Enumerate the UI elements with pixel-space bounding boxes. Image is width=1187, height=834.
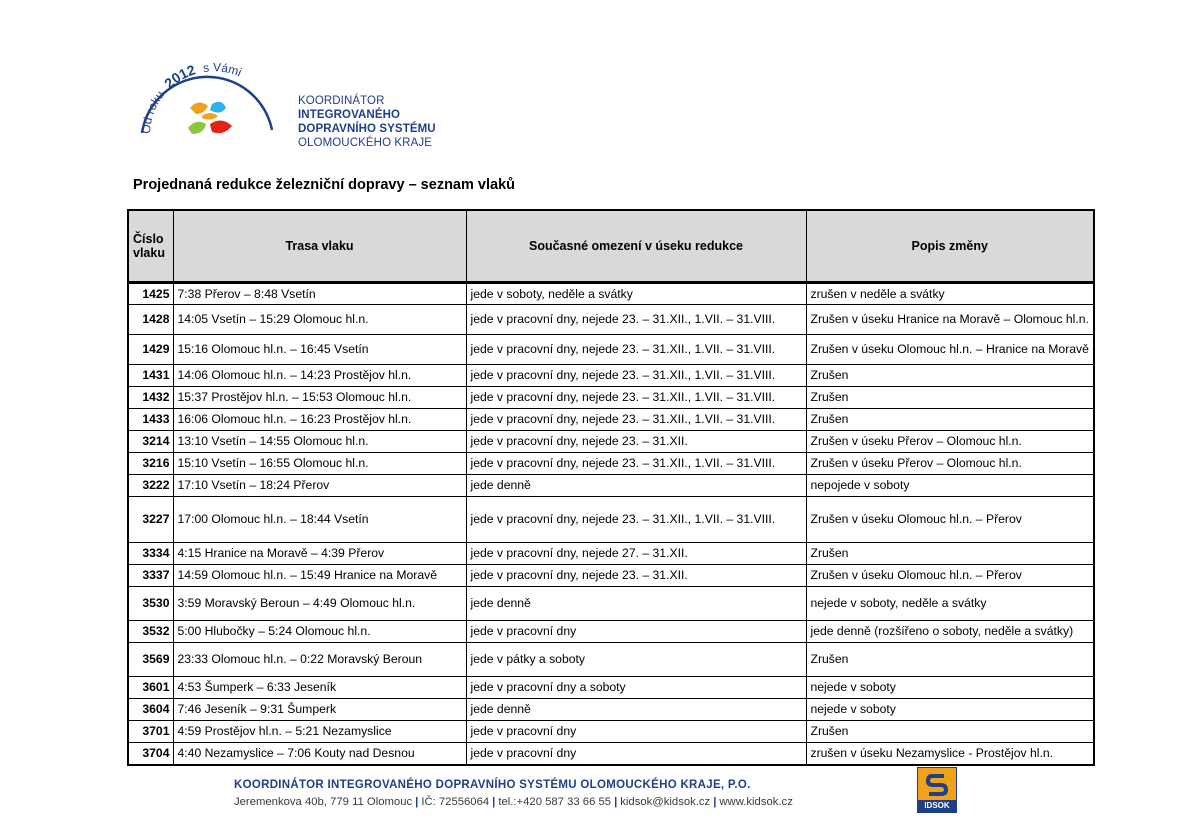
train-route: 4:53 Šumperk – 6:33 Jeseník: [173, 677, 466, 699]
change-description: nejede v soboty: [806, 677, 1094, 699]
train-restriction: jede v pracovní dny, nejede 23. – 31.XII.: [466, 431, 806, 453]
footer-separator: |: [614, 796, 618, 808]
train-number: 3530: [128, 587, 173, 621]
table-row: [128, 677, 1094, 699]
logo-arc-text-1: Od roku: [138, 88, 167, 135]
train-number: 1425: [128, 283, 173, 305]
emblem-cyan-shape: [210, 102, 226, 113]
idsok-badge-label: IDSOK: [918, 800, 956, 812]
header-description: Popis změny: [806, 210, 1094, 283]
change-description: nejede v soboty, neděle a svátky: [806, 587, 1094, 621]
table-row: [128, 365, 1094, 387]
train-restriction: jede v pracovní dny, nejede 23. – 31.XII., 1.VII. – 31.VIII.: [466, 335, 806, 365]
train-restriction: jede v soboty, neděle a svátky: [466, 283, 806, 305]
train-restriction: jede v pátky a soboty: [466, 643, 806, 677]
train-list-table: [127, 209, 1095, 766]
idsok-logo-badge: [917, 767, 957, 813]
train-route: 17:00 Olomouc hl.n. – 18:44 Vsetín: [173, 497, 466, 543]
train-number: 3216: [128, 453, 173, 475]
train-number: 3334: [128, 543, 173, 565]
logo-arc-emblem: [138, 58, 298, 158]
train-number: 3704: [128, 743, 173, 765]
train-number: 1429: [128, 335, 173, 365]
train-number: 1432: [128, 387, 173, 409]
table-row: [128, 721, 1094, 743]
footer-web[interactable]: www.kidsok.cz: [719, 796, 793, 808]
footer-contact: [234, 796, 793, 808]
train-route: 7:38 Přerov – 8:48 Vsetín: [173, 283, 466, 305]
change-description: Zrušen v úseku Přerov – Olomouc hl.n.: [806, 453, 1094, 475]
emblem-green-shape: [188, 122, 206, 134]
change-description: jede denně (rozšířeno o soboty, neděle a svátky): [806, 621, 1094, 643]
train-route: 15:37 Prostějov hl.n. – 15:53 Olomouc hl.n.: [173, 387, 466, 409]
logo-arc-year: 2012: [161, 61, 198, 92]
change-description: Zrušen: [806, 387, 1094, 409]
table-header-row: [128, 210, 1094, 283]
change-description: Zrušen v úseku Hranice na Moravě – Olomouc hl.n.: [806, 305, 1094, 335]
table-row: [128, 643, 1094, 677]
change-description: Zrušen: [806, 543, 1094, 565]
table-row: [128, 587, 1094, 621]
logo: [138, 58, 438, 158]
train-restriction: jede denně: [466, 587, 806, 621]
train-route: 14:06 Olomouc hl.n. – 14:23 Prostějov hl.n.: [173, 365, 466, 387]
train-route: 14:05 Vsetín – 15:29 Olomouc hl.n.: [173, 305, 466, 335]
table-row: [128, 475, 1094, 497]
header-restriction: Současné omezení v úseku redukce: [466, 210, 806, 283]
train-restriction: jede v pracovní dny, nejede 23. – 31.XII., 1.VII. – 31.VIII.: [466, 387, 806, 409]
table-row: [128, 743, 1094, 765]
footer-separator: |: [415, 796, 419, 808]
change-description: nejede v soboty: [806, 699, 1094, 721]
train-restriction: jede v pracovní dny: [466, 621, 806, 643]
emblem-red-shape: [210, 120, 232, 133]
train-restriction: jede v pracovní dny: [466, 743, 806, 765]
footer-email[interactable]: kidsok@kidsok.cz: [620, 796, 711, 808]
train-number: 3222: [128, 475, 173, 497]
change-description: Zrušen v úseku Olomouc hl.n. – Hranice na Moravě: [806, 335, 1094, 365]
change-description: Zrušen v úseku Olomouc hl.n. – Přerov: [806, 497, 1094, 543]
table-row: [128, 409, 1094, 431]
footer-phone: tel.:+420 587 33 66 55: [498, 796, 612, 808]
train-number: 3337: [128, 565, 173, 587]
header-train-number: [128, 210, 173, 283]
train-restriction: jede v pracovní dny a soboty: [466, 677, 806, 699]
change-description: zrušen v neděle a svátky: [806, 283, 1094, 305]
org-line-4: OLOMOUCKÉHO KRAJE: [298, 137, 432, 149]
emblem-orange-shape: [190, 102, 208, 114]
train-restriction: jede v pracovní dny, nejede 23. – 31.XII., 1.VII. – 31.VIII.: [466, 409, 806, 431]
train-number: 3227: [128, 497, 173, 543]
change-description: Zrušen: [806, 409, 1094, 431]
train-number: 1433: [128, 409, 173, 431]
train-route: 5:00 Hlubočky – 5:24 Olomouc hl.n.: [173, 621, 466, 643]
org-line-1: KOORDINÁTOR: [298, 95, 385, 107]
train-number: 3601: [128, 677, 173, 699]
train-restriction: jede v pracovní dny: [466, 721, 806, 743]
train-route: 13:10 Vsetín – 14:55 Olomouc hl.n.: [173, 431, 466, 453]
table-row: [128, 283, 1094, 305]
footer-separator: |: [492, 796, 496, 808]
train-route: 4:40 Nezamyslice – 7:06 Kouty nad Desnou: [173, 743, 466, 765]
train-restriction: jede v pracovní dny, nejede 23. – 31.XII., 1.VII. – 31.VIII.: [466, 497, 806, 543]
table-row: [128, 335, 1094, 365]
change-description: Zrušen v úseku Olomouc hl.n. – Přerov: [806, 565, 1094, 587]
train-route: 17:10 Vsetín – 18:24 Přerov: [173, 475, 466, 497]
train-route: 4:15 Hranice na Moravě – 4:39 Přerov: [173, 543, 466, 565]
train-route: 15:10 Vsetín – 16:55 Olomouc hl.n.: [173, 453, 466, 475]
train-restriction: jede denně: [466, 475, 806, 497]
table-row: [128, 453, 1094, 475]
train-restriction: jede v pracovní dny, nejede 23. – 31.XII.: [466, 565, 806, 587]
train-number: 3532: [128, 621, 173, 643]
logo-arc-text-2: s Vámi: [202, 60, 244, 80]
footer-title: KOORDINÁTOR INTEGROVANÉHO DOPRAVNÍHO SYSTÉMU OLOMOUCKÉHO KRAJE, P.O.: [234, 779, 751, 791]
emblem-center-shape: [202, 113, 218, 120]
header-number-line-1: Číslo: [133, 232, 164, 246]
train-route: 3:59 Moravský Beroun – 4:49 Olomouc hl.n.: [173, 587, 466, 621]
change-description: nepojede v soboty: [806, 475, 1094, 497]
table-row: [128, 387, 1094, 409]
change-description: Zrušen v úseku Přerov – Olomouc hl.n.: [806, 431, 1094, 453]
header-route: Trasa vlaku: [173, 210, 466, 283]
table-row: [128, 431, 1094, 453]
train-number: 3569: [128, 643, 173, 677]
footer-ico: IČ: 72556064: [421, 796, 490, 808]
train-number: 1428: [128, 305, 173, 335]
table-body: [128, 283, 1094, 765]
org-line-2: INTEGROVANÉHO: [298, 109, 401, 121]
change-description: Zrušen: [806, 643, 1094, 677]
train-route: 7:46 Jeseník – 9:31 Šumperk: [173, 699, 466, 721]
table-row: [128, 497, 1094, 543]
train-number: 3214: [128, 431, 173, 453]
footer-separator: |: [713, 796, 717, 808]
table-row: [128, 543, 1094, 565]
train-number: 3604: [128, 699, 173, 721]
train-restriction: jede v pracovní dny, nejede 23. – 31.XII., 1.VII. – 31.VIII.: [466, 365, 806, 387]
train-number: 1431: [128, 365, 173, 387]
train-route: 4:59 Prostějov hl.n. – 5:21 Nezamyslice: [173, 721, 466, 743]
train-restriction: jede v pracovní dny, nejede 27. – 31.XII.: [466, 543, 806, 565]
train-restriction: jede denně: [466, 699, 806, 721]
change-description: zrušen v úseku Nezamyslice - Prostějov hl.n.: [806, 743, 1094, 765]
document-heading: Projednaná redukce železniční dopravy – seznam vlaků: [133, 177, 515, 193]
train-restriction: jede v pracovní dny, nejede 23. – 31.XII., 1.VII. – 31.VIII.: [466, 453, 806, 475]
train-restriction: jede v pracovní dny, nejede 23. – 31.XII., 1.VII. – 31.VIII.: [466, 305, 806, 335]
footer: [234, 779, 793, 808]
table-row: [128, 699, 1094, 721]
org-line-3: DOPRAVNÍHO SYSTÉMU: [298, 123, 436, 135]
train-route: 14:59 Olomouc hl.n. – 15:49 Hranice na Moravě: [173, 565, 466, 587]
table-row: [128, 305, 1094, 335]
footer-address: Jeremenkova 40b, 779 11 Olomouc: [234, 796, 413, 808]
train-number: 3701: [128, 721, 173, 743]
organization-name: [298, 94, 436, 150]
train-route: 16:06 Olomouc hl.n. – 16:23 Prostějov hl.n.: [173, 409, 466, 431]
train-route: 23:33 Olomouc hl.n. – 0:22 Moravský Beroun: [173, 643, 466, 677]
table-row: [128, 565, 1094, 587]
train-route: 15:16 Olomouc hl.n. – 16:45 Vsetín: [173, 335, 466, 365]
header-number-line-2: vlaku: [133, 246, 165, 260]
idsok-s-icon: [924, 772, 950, 798]
change-description: Zrušen: [806, 365, 1094, 387]
change-description: Zrušen: [806, 721, 1094, 743]
table-row: [128, 621, 1094, 643]
